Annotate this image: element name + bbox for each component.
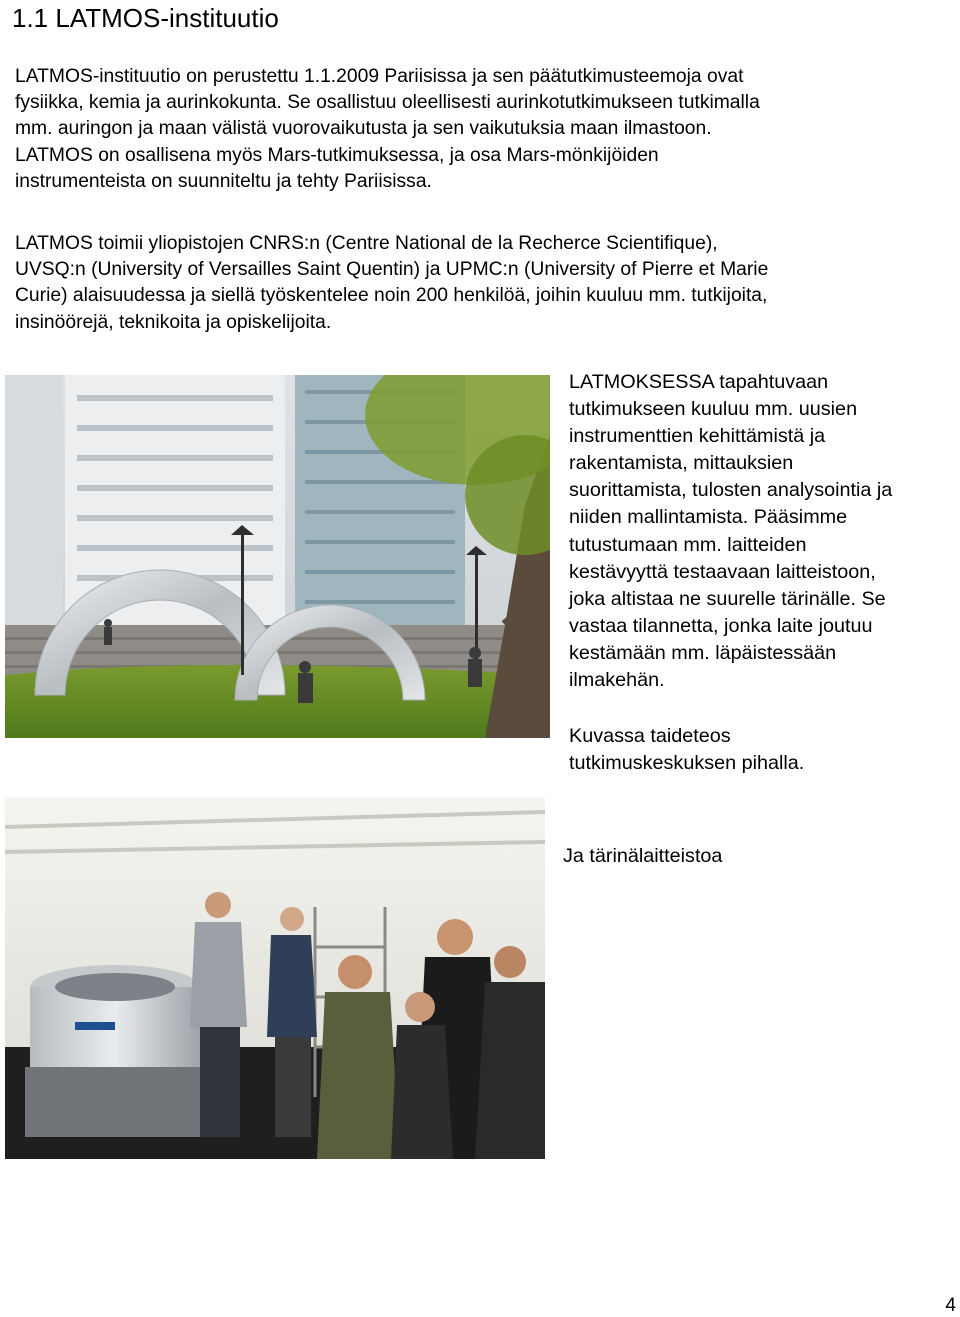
vibration-lab-photo [5,797,545,1159]
text-line: instrumenttien kehittämistä ja [569,425,826,448]
vibration-lab-photo-illustration [5,797,545,1159]
text-line: tutkimukseen kuuluu mm. uusien [569,398,858,421]
text-line: joka altistaa ne suurelle tärinälle. Se [569,587,886,610]
text-line: LATMOKSESSA tapahtuvaan [569,371,829,393]
text-line: Kuvassa taideteos [569,725,731,747]
text-line: kestävyyttä testaavaan laitteistoon, [569,560,876,583]
text-line: Curie) alaisuudessa ja siellä työskentelee noin 200 henkilöä, joihin kuuluu mm. tutkijoita, [15,285,768,307]
text-line: tutkimuskeskuksen pihalla. [569,752,805,775]
text-line: vastaa tilannetta, jonka laite joutuu [569,614,873,637]
text-line: niiden mallintamista. Pääsimme [569,506,848,529]
text-line: LATMOS toimii yliopistojen CNRS:n (Centre National de la Recherce Scientifique), [15,233,718,254]
text-line: LATMOS-instituutio on perustettu 1.1.2009 Pariisissa ja sen päätutkimusteemoja ovat [15,66,744,87]
organization-paragraph [15,231,955,336]
text-line: LATMOS on osallisena myös Mars-tutkimuksessa, ja osa Mars-mönkijöiden [15,144,659,166]
text-line: ilmakehän. [569,669,665,692]
text-line: Ja tärinälaitteistoa [563,845,723,867]
text-line: suorittamista, tulosten analysointia ja [569,479,893,502]
page-number: 4 [945,1295,956,1316]
text-line: tutustumaan mm. laitteiden [569,533,807,556]
section-title: 1.1 LATMOS-instituutio [12,3,279,33]
artwork-photo-illustration [5,375,550,738]
vibration-caption [563,843,953,870]
text-line: UVSQ:n (University of Versailles Saint Quentin) ja UPMC:n (University of Pierre et Marie [15,259,769,281]
text-line: fysiikka, kemia ja aurinkokunta. Se osallistuu oleellisesti aurinkotutkimukseen tutkimalla [15,92,760,114]
research-paragraph [569,369,959,694]
intro-paragraph [15,64,955,195]
text-line: insinöörejä, teknikoita ja opiskelijoita. [15,311,332,333]
artwork-caption [569,723,959,777]
text-line: instrumenteista on suunniteltu ja tehty Pariisissa. [15,170,432,192]
text-line: rakentamista, mittauksien [569,452,794,475]
artwork-photo [5,375,550,738]
text-line: kestämään mm. läpäistessään [569,641,837,664]
text-line: mm. auringon ja maan välistä vuorovaikutusta ja sen vaikutuksia maan ilmastoon. [15,118,712,140]
